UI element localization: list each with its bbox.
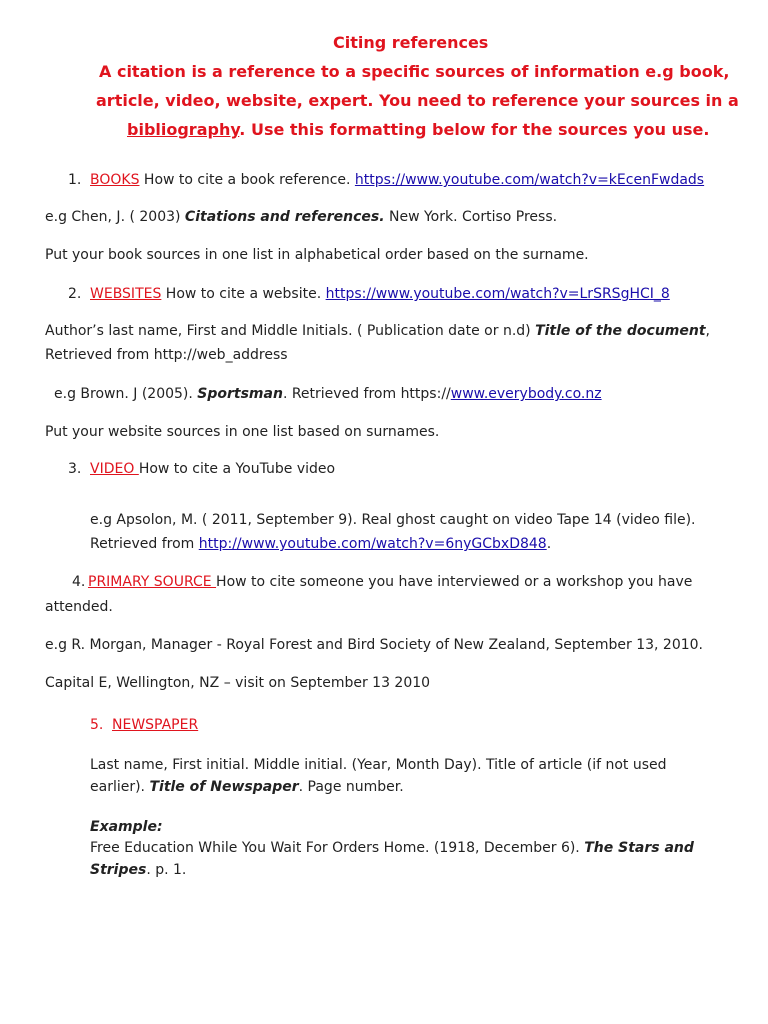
websites-video-link[interactable]: https://www.youtube.com/watch?v=LrSRSgHCI_8: [325, 286, 670, 302]
newspaper-example-heading: Example:: [90, 819, 163, 835]
websites-heading: 2. WEBSITES How to cite a website. https://www.youtube.com/watch?v=LrSRSgHCI_8: [68, 286, 670, 302]
books-example: e.g Chen, J. ( 2003) Citations and references. New York. Cortiso Press.: [45, 209, 558, 225]
list-number: 2.: [68, 286, 82, 302]
books-note: Put your book sources in one list in alphabetical order based on the surname.: [45, 247, 589, 263]
newspaper-heading: [90, 715, 198, 735]
newspaper-example-line-1: Free Education While You Wait For Orders Home. (1918, December 6). The Stars and: [90, 840, 694, 856]
websites-note: Put your website sources in one list based on surnames.: [45, 424, 440, 440]
list-number: 3.: [68, 461, 82, 477]
websites-label: WEBSITES: [90, 286, 162, 302]
books-video-link[interactable]: https://www.youtube.com/watch?v=kEcenFwdads: [354, 172, 705, 188]
list-number: 1.: [68, 172, 82, 188]
primary-source-label: PRIMARY SOURCE: [88, 574, 217, 590]
video-heading: 3. VIDEO How to cite a YouTube video: [68, 461, 336, 477]
video-label: VIDEO: [90, 461, 139, 477]
video-example-line-1: e.g Apsolon, M. ( 2011, September 9). Real ghost caught on video Tape 14 (video file).: [90, 512, 696, 528]
books-label: BOOKS: [90, 172, 140, 188]
websites-format-line-1: Author’s last name, First and Middle Initials. ( Publication date or n.d) Title of the document,: [45, 323, 710, 339]
bibliography-term: bibliography: [127, 120, 240, 139]
primary-heading: 4. PRIMARY SOURCE How to cite someone you have interviewed or a workshop you have: [72, 574, 693, 590]
newspaper-format-line-1: Last name, First initial. Middle initial. (Year, Month Day). Title of article (if not used: [90, 757, 667, 773]
newspaper-example-line-2: Stripes. p. 1.: [90, 862, 187, 878]
websites-example: e.g Brown. J (2005). Sportsman. Retrieved from https://www.everybody.co.nz: [54, 386, 602, 402]
newspaper-label: NEWSPAPER: [112, 717, 199, 733]
intro-line-1: A citation is a reference to a specific sources of information e.g book,: [99, 62, 730, 81]
primary-example-line-2: Capital E, Wellington, NZ – visit on September 13 2010: [45, 675, 431, 691]
websites-format-line-2: Retrieved from http://web_address: [45, 347, 288, 363]
video-example-line-2: Retrieved from http://www.youtube.com/watch?v=6nyGCbxD848.: [90, 536, 552, 552]
books-heading: 1. BOOKS How to cite a book reference. https://www.youtube.com/watch?v=kEcenFwdads: [68, 172, 705, 188]
everybody-link[interactable]: www.everybody.co.nz: [450, 386, 602, 402]
list-number: 5.: [90, 717, 104, 733]
primary-example-line-1: e.g R. Morgan, Manager - Royal Forest and Bird Society of New Zealand, September 13, 2010.: [45, 637, 703, 653]
apsolon-video-link[interactable]: http://www.youtube.com/watch?v=6nyGCbxD848: [198, 536, 547, 552]
primary-heading-line-2: attended.: [45, 599, 113, 615]
newspaper-format-line-2: earlier). Title of Newspaper. Page number.: [90, 779, 404, 795]
list-number: 4.: [72, 574, 86, 590]
intro-line-3: bibliography. Use this formatting below for the sources you use.: [127, 120, 710, 139]
page-title: Citing references: [333, 33, 489, 52]
intro-line-2: article, video, website, expert. You need to reference your sources in a: [96, 91, 739, 110]
